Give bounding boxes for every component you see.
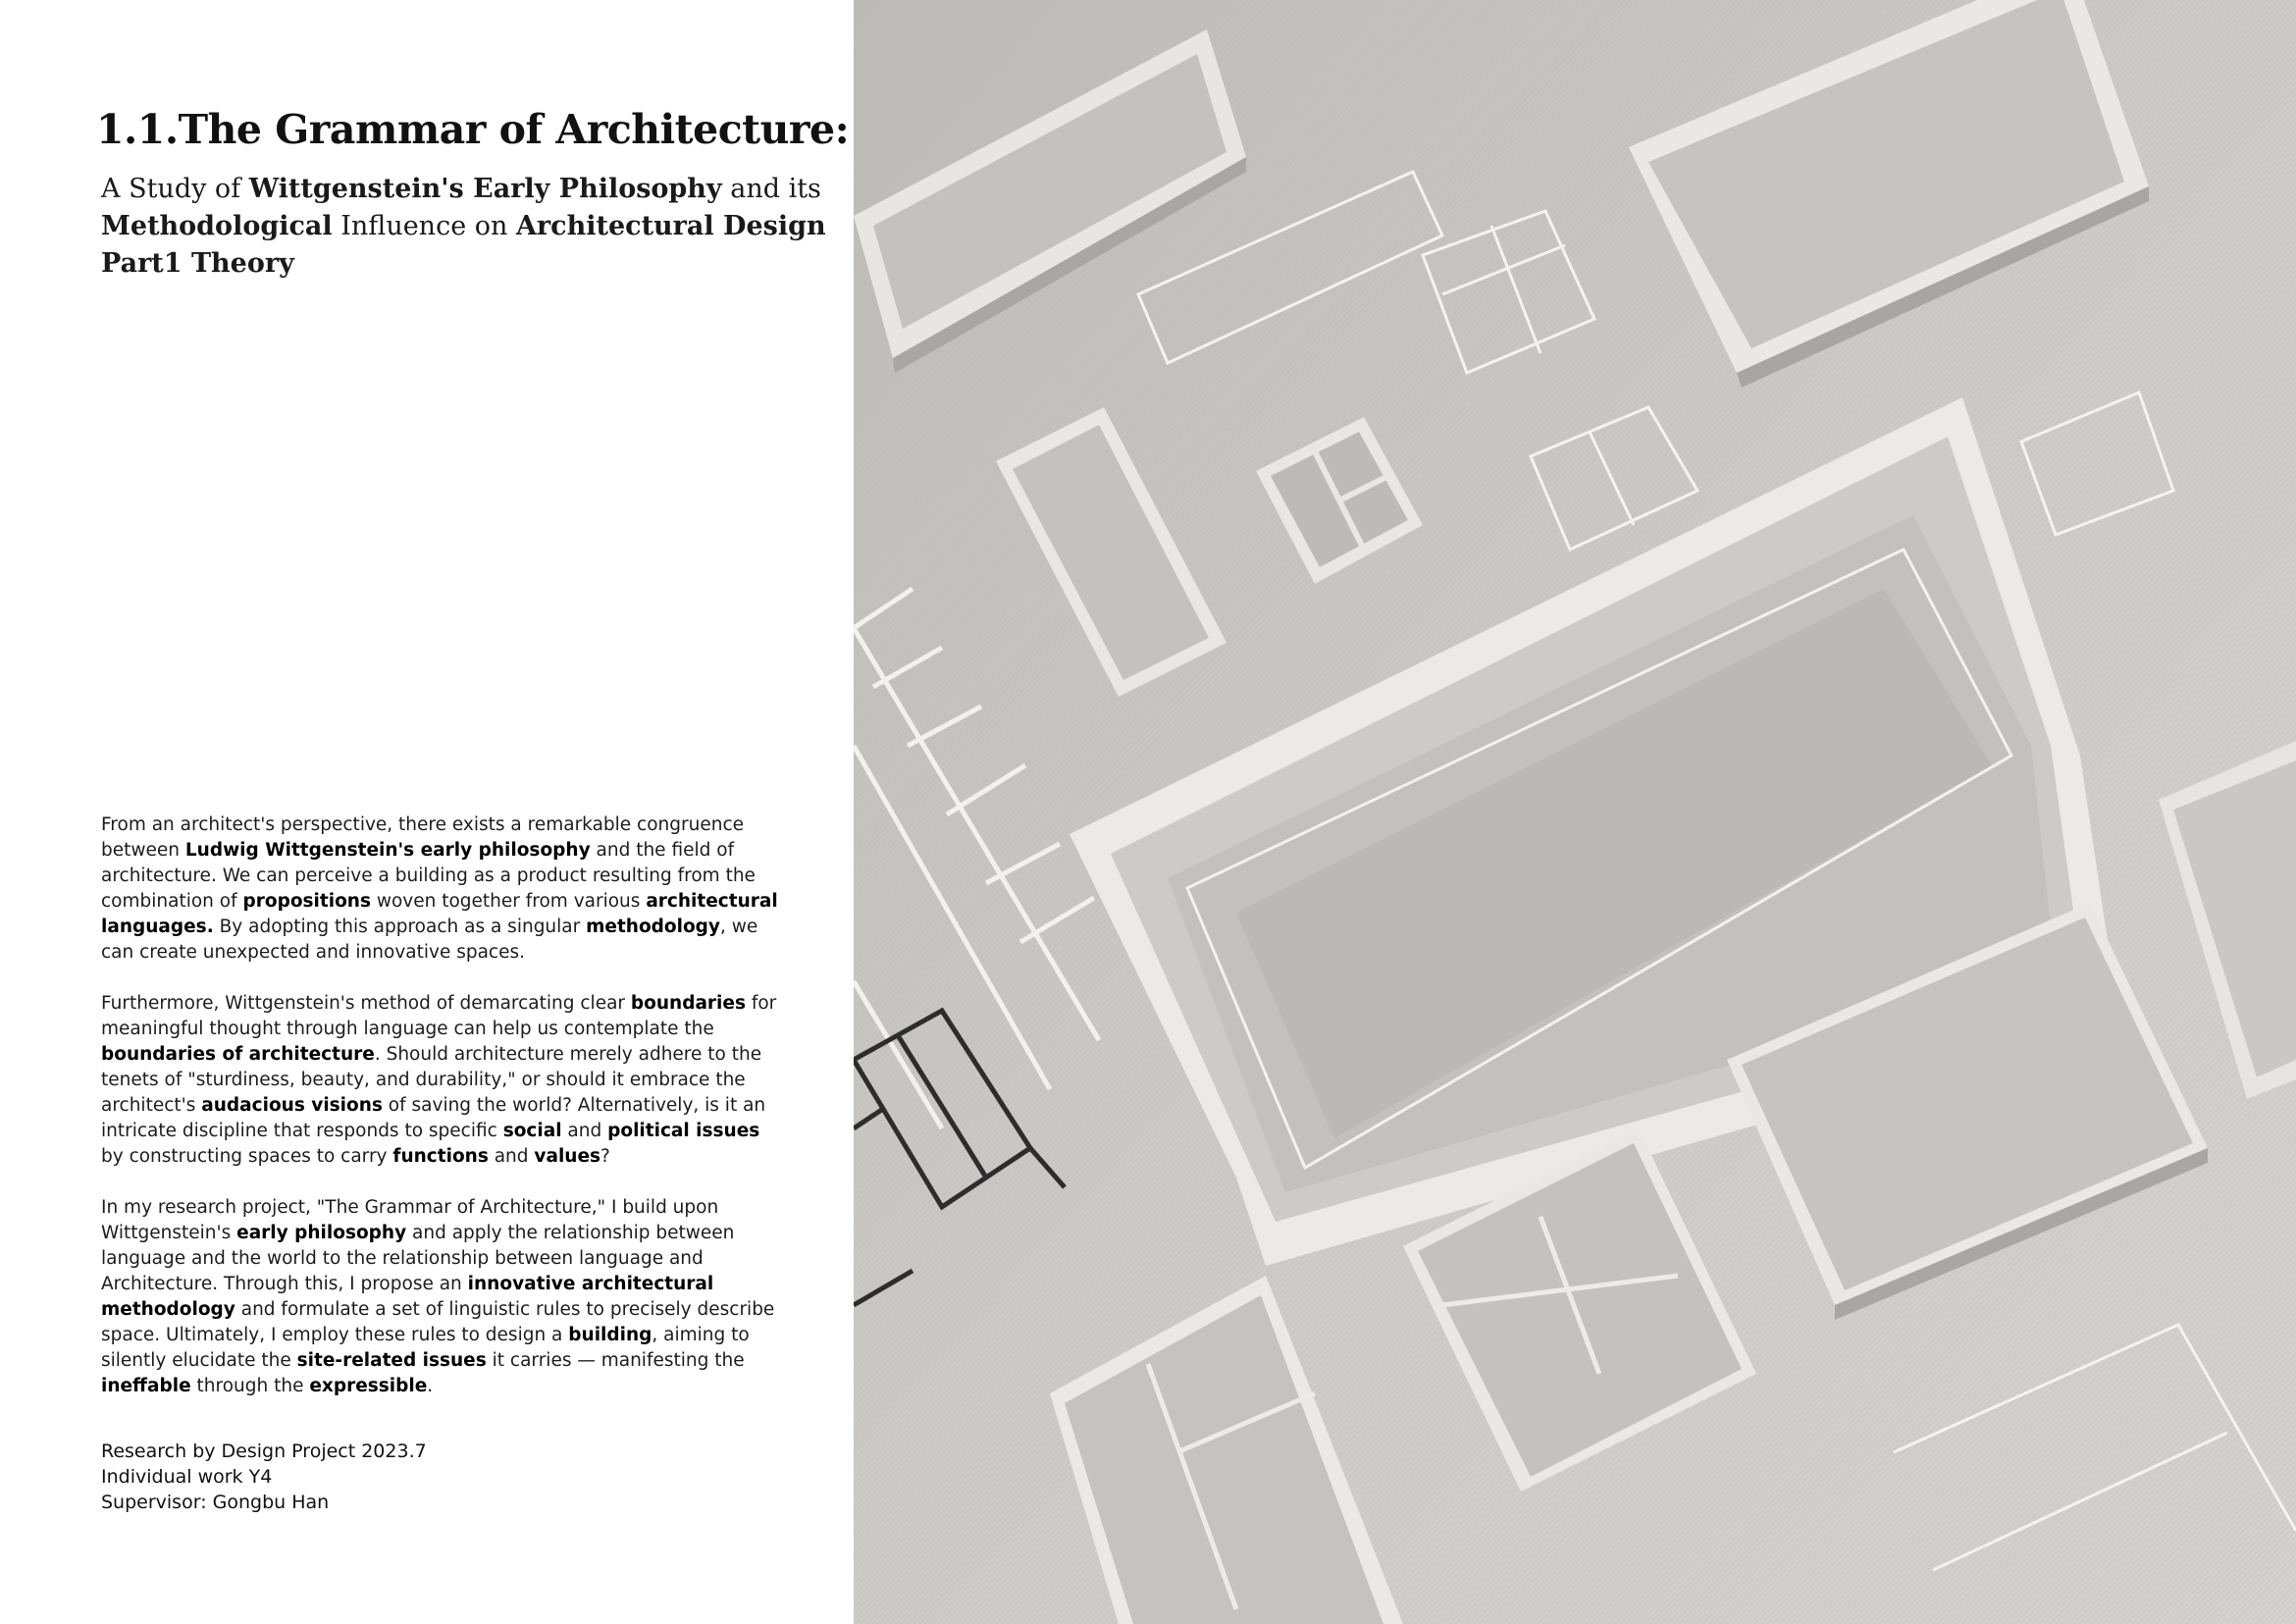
emphasis-text: architectural languages. bbox=[101, 891, 778, 937]
emphasis-text: methodology bbox=[586, 917, 720, 937]
body-run: through the bbox=[190, 1376, 310, 1396]
emphasis-text: ineffable bbox=[101, 1376, 191, 1396]
emphasis-text: Ludwig Wittgenstein's early philosophy bbox=[184, 840, 591, 861]
body-run: In my research project, "The Grammar of Architecture," I build upon Wittgenstein's bbox=[101, 1197, 719, 1243]
body-run: , we can create unexpected and innovative spaces. bbox=[101, 917, 758, 963]
page-title: 1.1.The Grammar of Architecture: bbox=[96, 106, 850, 153]
subtitle-line bbox=[101, 208, 826, 245]
body-run: for meaningful thought through language can help us contemplate the bbox=[101, 993, 777, 1039]
credit-supervisor: Supervisor: Gongbu Han bbox=[101, 1492, 330, 1513]
body-run: of saving the world? Alternatively, is it an intricate discipline that responds to specific bbox=[101, 1095, 766, 1141]
body-run: . bbox=[427, 1376, 434, 1396]
body-run: and formulate a set of linguistic rules to precisely describe space. Ultimately, I employ these rules to design a bbox=[101, 1299, 775, 1345]
body-run: and bbox=[561, 1121, 608, 1141]
body-run: woven together from various bbox=[370, 891, 647, 912]
subtitle-run: Wittgenstein's Early Philosophy bbox=[248, 174, 722, 204]
body-run: . Should architecture merely adhere to the tenets of "sturdiness, beauty, and durability," or should it embrace the architect's bbox=[101, 1044, 762, 1116]
emphasis-text: boundaries bbox=[630, 993, 746, 1014]
subtitle-run: A Study of bbox=[101, 174, 249, 204]
body-paragraph bbox=[101, 991, 778, 1170]
body-run: Furthermore, Wittgenstein's method of demarcating clear bbox=[101, 993, 631, 1014]
emphasis-text: early philosophy bbox=[236, 1223, 407, 1243]
project-credits bbox=[101, 1439, 427, 1515]
emphasis-text: building bbox=[568, 1325, 652, 1345]
body-run: it carries — manifesting the bbox=[486, 1350, 745, 1371]
body-run: and the field of architecture. We can perceive a building as a product resulting from the combination of bbox=[101, 840, 756, 912]
text-panel bbox=[0, 0, 854, 1624]
body-run: and bbox=[488, 1146, 535, 1167]
body-text bbox=[101, 812, 778, 1425]
emphasis-text: political issues bbox=[607, 1121, 760, 1141]
credit-work: Individual work Y4 bbox=[101, 1466, 273, 1488]
body-run: From an architect's perspective, there exists a remarkable congruence between bbox=[101, 814, 745, 861]
emphasis-text: expressible bbox=[309, 1376, 428, 1396]
body-paragraph bbox=[101, 812, 778, 966]
architectural-render bbox=[854, 0, 2296, 1624]
subtitle-run: Part1 Theory bbox=[101, 248, 294, 279]
emphasis-text: functions bbox=[392, 1146, 489, 1167]
emphasis-text: innovative architectural methodology bbox=[101, 1274, 714, 1320]
emphasis-text: social bbox=[502, 1121, 562, 1141]
emphasis-text: boundaries of architecture bbox=[101, 1044, 375, 1065]
subtitle-run: Architectural Design bbox=[515, 211, 826, 241]
subtitle-run: and its bbox=[721, 174, 821, 204]
emphasis-text: site-related issues bbox=[296, 1350, 487, 1371]
body-run: by constructing spaces to carry bbox=[101, 1146, 393, 1167]
subtitle-run: Methodological bbox=[101, 211, 333, 241]
axonometric-model-image bbox=[854, 0, 2296, 1624]
emphasis-text: values bbox=[534, 1146, 601, 1167]
body-paragraph bbox=[101, 1195, 778, 1399]
body-run: ? bbox=[600, 1146, 610, 1167]
subtitle-line bbox=[101, 171, 821, 208]
subtitle-run: Influence on bbox=[332, 211, 516, 241]
subtitle-line bbox=[101, 245, 788, 283]
emphasis-text: audacious visions bbox=[201, 1095, 383, 1116]
page-subtitle bbox=[101, 171, 826, 283]
body-run: and apply the relationship between language and the world to the relationship between language and Architecture. Through this, I propose an bbox=[101, 1223, 735, 1294]
body-run: , aiming to silently elucidate the bbox=[101, 1325, 750, 1371]
credit-project: Research by Design Project 2023.7 bbox=[101, 1441, 427, 1462]
emphasis-text: propositions bbox=[242, 891, 371, 912]
body-run: By adopting this approach as a singular bbox=[213, 917, 587, 937]
